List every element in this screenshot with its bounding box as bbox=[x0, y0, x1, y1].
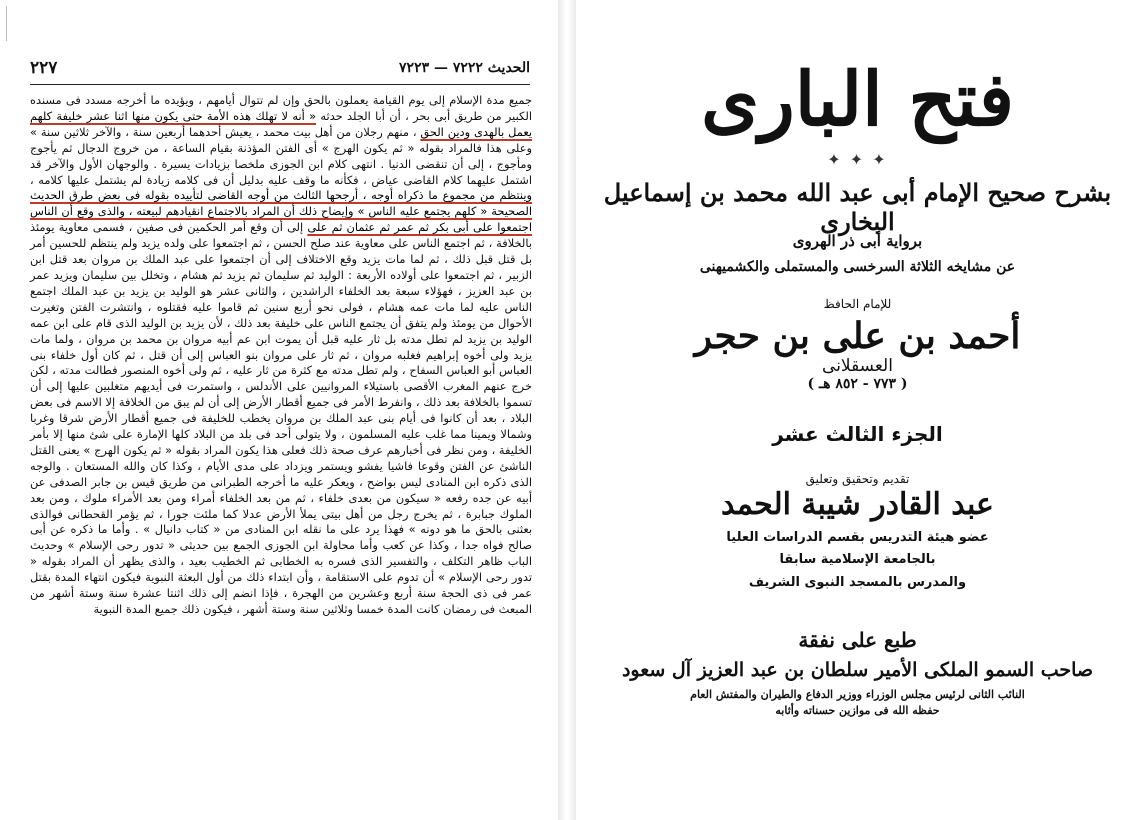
right-page bbox=[575, 0, 1140, 820]
riwaya-line: برواية أبى ذر الهروى bbox=[792, 232, 923, 250]
editor-info-line: عضو هيئة التدريس بقسم الدراسات العليا bbox=[726, 530, 989, 545]
running-header-title: الحديث ٧٢٢٢ — ٧٢٢٣ bbox=[399, 60, 530, 76]
commentary-text bbox=[30, 93, 532, 618]
author-nisba: العسقلانى bbox=[822, 356, 893, 376]
scan-edge-mark bbox=[6, 6, 7, 41]
book-subtitle: بشرح صحيح الإمام أبى عبد الله محمد بن إسماعيل البخارى bbox=[603, 178, 1112, 236]
patron-title-line: حفظه الله فى موازين حسناته وأثابه bbox=[775, 704, 940, 717]
editor-info-line: بالجامعة الإسلامية سابقا bbox=[779, 552, 936, 567]
author-name: أحمد بن على بن حجر bbox=[694, 315, 1021, 357]
editor-name: عبد القادر شيبة الحمد bbox=[721, 487, 994, 522]
editor-role: تقديم وتحقيق وتعليق bbox=[805, 472, 910, 486]
patron-name: صاحب السمو الملكى الأمير سلطان بن عبد العزيز آل سعود bbox=[621, 659, 1094, 681]
mashayikh-line: عن مشايخه الثلاثة السرخسى والمستملى والكشميهنى bbox=[699, 259, 1016, 275]
book-gutter bbox=[558, 0, 576, 820]
highlighted-passage: « أنه لا تهلك هذه الأمة حتى يكون منها اثنا عشر خليفة كلهم يعمل بالهدى ودين الحق bbox=[30, 108, 532, 139]
text-run: جميع مدة الإسلام إلى يوم القيامة يعملون بالحق وإن لم تتوال أيامهم ، ويؤيده ما أخرجه مسدد فى مسنده الكبير من طريق أبى بحر ، أن أبا الجلد حدثه bbox=[30, 93, 532, 123]
highlighted-passage: وينتظم من مجموع ما ذكراه أوجه ، أرجحها الثالث من أوجه القاضى لتأييده بقوله فى بعض طرق الحديث الصحيحة « كلهم يجتمع عليه الناس » وإيضاح ذلك أن المراد بالاجتماع انقيادهم لبيعته ، والذى وقع أن الناس اجتمعوا على أبى بكر ثم عمر ثم عثمان ثم على bbox=[30, 188, 532, 235]
patron-title-line: النائب الثانى لرئيس مجلس الوزراء ووزير الدفاع والطيران والمفتش العام bbox=[690, 688, 1025, 701]
author-dates: ( ٧٧٣ - ٨٥٢ هـ ) bbox=[807, 376, 908, 392]
volume-label: الجزء الثالث عشر bbox=[772, 422, 943, 446]
paragraph bbox=[30, 93, 532, 618]
left-page bbox=[0, 0, 560, 820]
book-title: فتح البارى bbox=[701, 57, 1014, 143]
header-rule bbox=[30, 84, 530, 85]
editor-info-line: والمدرس بالمسجد النبوى الشريف bbox=[748, 575, 967, 590]
running-header bbox=[30, 58, 530, 82]
page-number: ٢٢٧ bbox=[30, 58, 58, 78]
ornament: ✦ ✦ ✦ bbox=[827, 150, 888, 169]
text-run: ، منهم رجلان من أهل بيت محمد ، يعيش أحدهما أربعين سنة ، والآخر ثلاثين سنة » وعلى هذا فالمراد بقوله « ثم يكون الهرج » أى الفتن المؤذنة بقيام الساعة ، من خروج الدجال ثم يأجوج ومأجوج ، إلى أن تنقضى الدنيا . انتهى كلام ابن الجوزى ملخصا بزيادات يسيرة . والوجهان الأول والآخر قد اشتمل عليهما كلام القاضى عياض ، فكأنه ما وقف عليه بدليل أن فى كلامه زيادة لم يشتمل عليها كلامه ، bbox=[30, 124, 532, 187]
printed-at-expense: طبع على نفقة bbox=[798, 628, 917, 652]
imam-label: للإمام الحافظ bbox=[823, 297, 892, 311]
text-run: إلى أن وقع أمر الحكمين فى صفين ، فسمى معاوية يومئذ بالخلافة ، ثم اجتمع الناس على معاوية عند صلح الحسن ، ثم اجتمعوا على ولده يزيد ولم ينتظم للحسين أمر بل قتل قبل ذلك ، ثم لما مات يزيد وقع الاختلاف إلى أن اجتمعوا على عبد الملك بن مروان بعد قتل ابن الزبير ، ثم اجتمعوا على أولاده الأربعة : الوليد ثم سليمان ثم يزيد ثم هشام ، وتخلل بين سليمان ويزيد عمر بن عبد العزيز ، فهؤلاء سبعة بعد الخلفاء الراشدين ، والثانى عشر هو الوليد بن يزيد بن عبد الملك اجتمع الناس عليه لما مات عمه هشام ، فولى نحو أربع سنين ثم قاموا عليه فقتلوه ، وانتشرت الفتن وتغيرت الأحوال من يومئذ ولم يتفق أن يجتمع الناس على خليفة بعد ذلك ، لأن يزيد بن الوليد الذى قام على ابن عمه الوليد بن يزيد لم تطل مدته بل ثار عليه قبل أن يموت ابن عم أبيه مروان بن محمد بن مروان ، ولما مات يزيد ولى أخوه إبراهيم فغلبه مروان ، ثم ثار على مروان بنو العباس إلى أن قتل ، ثم كان أول خلفاء بنى العباس أبو العباس السفاح ، ولم تطل مدته مع كثرة من ثار عليه ، ثم ولى أخوه المنصور فطالت مدته ، لكن خرج عنهم المغرب الأقصى باستيلاء المروانيين على الأندلس ، واستمرت فى أيديهم متغلبين عليها إلى أن تسموا بالخلافة بعد ذلك ، وانفرط الأمر فى جميع أقطار الأرض إلى أن لم يبق من الخلافة إلا الاسم فى بعض البلاد ، بعد أن كانوا فى أيام بنى عبد الملك بن مروان يخطب للخليفة فى جميع أقطار الأرض شرقا وغربا وشمالا ويمينا مما غلب عليه المسلمون ، ولا يتولى أحد فى بلد من البلاد كلها الإمارة على شئ منها إلا بأمر الخليفة ، ومن نظر فى أخبارهم عرف صحة ذلك فعلى هذا يكون المراد بقوله « ثم يكون الهرج » يعنى القتل الناشئ عن الفتن وقوعا فاشيا يفشو ويستمر ويزداد على مدى الأيام ، وكذا كان والله المستعان . والوجه الذى ذكره ابن المنادى ليس بواضح ، ويعكر عليه ما أخرجه الطبرانى من طريق قيس بن جابر الصدفى عن أبيه عن جده رفعه « سيكون من بعدى خلفاء ، ثم من بعد الخلفاء أمراء ومن بعد الأمراء ملوك ، ومن بعد الملوك جبابرة ، ثم يخرج رجل من أهل بيتى يملأ الأرض عدلا كما ملئت جورا ، ثم يؤمر القحطانى فوالذى بعثنى بالحق ما هو دونه » فهذا يرد على ما نقله ابن المنادى من « كتاب دانيال » . وأما ما ذكره عن أبى صالح فواه جدا ، وكذا عن كعب وأما محاولة ابن الجوزى الجمع بين حديثى « تدور رحى الإسلام » وحديث الباب ظاهر التكلف ، والتفسير الذى فسره به الخطابى ثم الخطيب بعيد ، والذى يظهر أن المراد بقوله « تدور رحى الإسلام » أن تدوم على الاستقامة ، وأن ابتداء ذلك من أول البعثة النبوية فيكون انتهاء المدة بقتل عمر فى ذى الحجة سنة أربع وعشرين من الهجرة ، فإذا انضم إلى ذلك اثنتا عشرة سنة وستة أشهر من المبعث فى رمضان كانت المدة خمسا وثلاثين سنة وستة أشهر ، فيكون ذلك جميع المدة النبوية bbox=[30, 220, 532, 616]
